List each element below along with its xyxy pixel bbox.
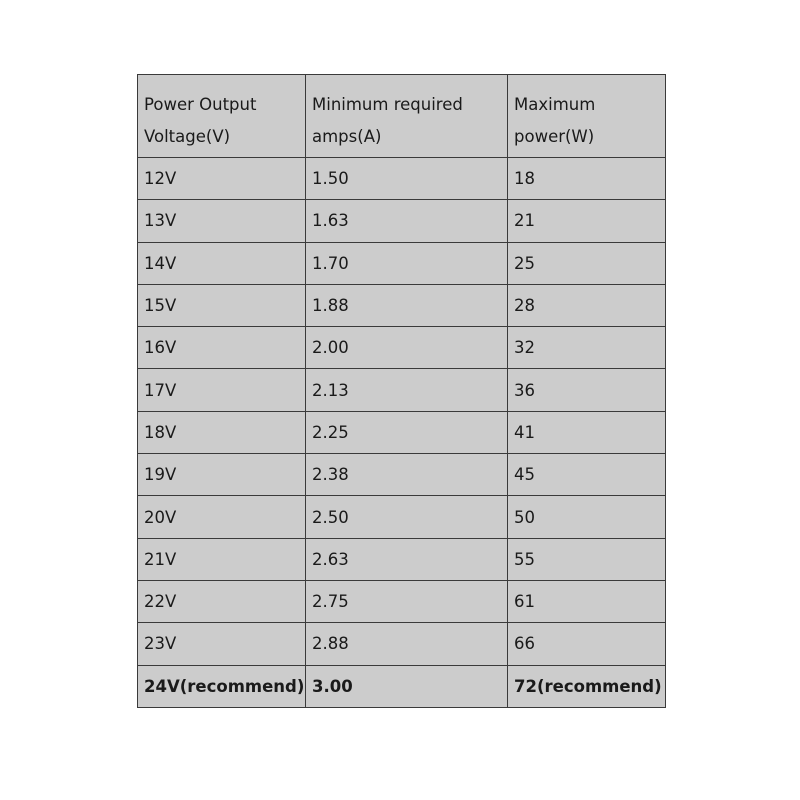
recommended-row bbox=[138, 665, 666, 707]
cell-amps: 1.70 bbox=[306, 242, 508, 284]
cell-amps: 1.63 bbox=[306, 200, 508, 242]
cell-power: 21 bbox=[508, 200, 666, 242]
table-row bbox=[138, 454, 666, 496]
power-spec-table bbox=[137, 74, 666, 708]
cell-voltage: 14V bbox=[138, 242, 306, 284]
cell-power: 45 bbox=[508, 454, 666, 496]
table-row bbox=[138, 158, 666, 200]
cell-amps: 1.50 bbox=[306, 158, 508, 200]
table-header bbox=[138, 75, 666, 158]
cell-voltage: 20V bbox=[138, 496, 306, 538]
table-row bbox=[138, 496, 666, 538]
cell-power: 50 bbox=[508, 496, 666, 538]
header-voltage-word1: Power bbox=[144, 95, 194, 114]
cell-power: 18 bbox=[508, 158, 666, 200]
cell-voltage: 19V bbox=[138, 454, 306, 496]
cell-amps: 1.88 bbox=[306, 284, 508, 326]
cell-amps: 2.50 bbox=[306, 496, 508, 538]
cell-voltage: 17V bbox=[138, 369, 306, 411]
table-row bbox=[138, 538, 666, 580]
cell-amps: 2.88 bbox=[306, 623, 508, 665]
cell-amps: 2.75 bbox=[306, 580, 508, 622]
header-row bbox=[138, 75, 666, 158]
cell-power: 32 bbox=[508, 327, 666, 369]
cell-power: 25 bbox=[508, 242, 666, 284]
cell-amps: 2.63 bbox=[306, 538, 508, 580]
table-row bbox=[138, 580, 666, 622]
header-voltage-word2: Output bbox=[199, 95, 257, 114]
header-amps-word2: required bbox=[393, 95, 463, 114]
cell-power: 66 bbox=[508, 623, 666, 665]
header-power-line2: power(W) bbox=[514, 127, 595, 146]
cell-power: 28 bbox=[508, 284, 666, 326]
cell-voltage: 12V bbox=[138, 158, 306, 200]
cell-amps: 2.38 bbox=[306, 454, 508, 496]
cell-power: 41 bbox=[508, 411, 666, 453]
table-body bbox=[138, 158, 666, 708]
table-row bbox=[138, 327, 666, 369]
cell-voltage: 16V bbox=[138, 327, 306, 369]
table-row bbox=[138, 242, 666, 284]
table-row bbox=[138, 284, 666, 326]
header-voltage-line2: Voltage(V) bbox=[144, 127, 231, 146]
cell-power: 55 bbox=[508, 538, 666, 580]
table-row bbox=[138, 200, 666, 242]
header-voltage bbox=[138, 75, 306, 158]
cell-voltage: 22V bbox=[138, 580, 306, 622]
header-power-line1: Maximum bbox=[514, 95, 596, 114]
table-row bbox=[138, 411, 666, 453]
header-amps-line2: amps(A) bbox=[312, 127, 382, 146]
cell-amps: 2.13 bbox=[306, 369, 508, 411]
cell-amps-recommended: 3.00 bbox=[306, 665, 508, 707]
cell-voltage: 15V bbox=[138, 284, 306, 326]
table-row bbox=[138, 369, 666, 411]
cell-voltage: 13V bbox=[138, 200, 306, 242]
cell-amps: 2.25 bbox=[306, 411, 508, 453]
cell-amps: 2.00 bbox=[306, 327, 508, 369]
header-power bbox=[508, 75, 666, 158]
cell-power: 36 bbox=[508, 369, 666, 411]
cell-voltage: 23V bbox=[138, 623, 306, 665]
table-row bbox=[138, 623, 666, 665]
header-amps-word1: Minimum bbox=[312, 95, 389, 114]
cell-voltage: 21V bbox=[138, 538, 306, 580]
header-amps bbox=[306, 75, 508, 158]
cell-voltage-recommended: 24V(recommend) bbox=[138, 665, 306, 707]
cell-voltage: 18V bbox=[138, 411, 306, 453]
cell-power-recommended: 72(recommend) bbox=[508, 665, 666, 707]
cell-power: 61 bbox=[508, 580, 666, 622]
